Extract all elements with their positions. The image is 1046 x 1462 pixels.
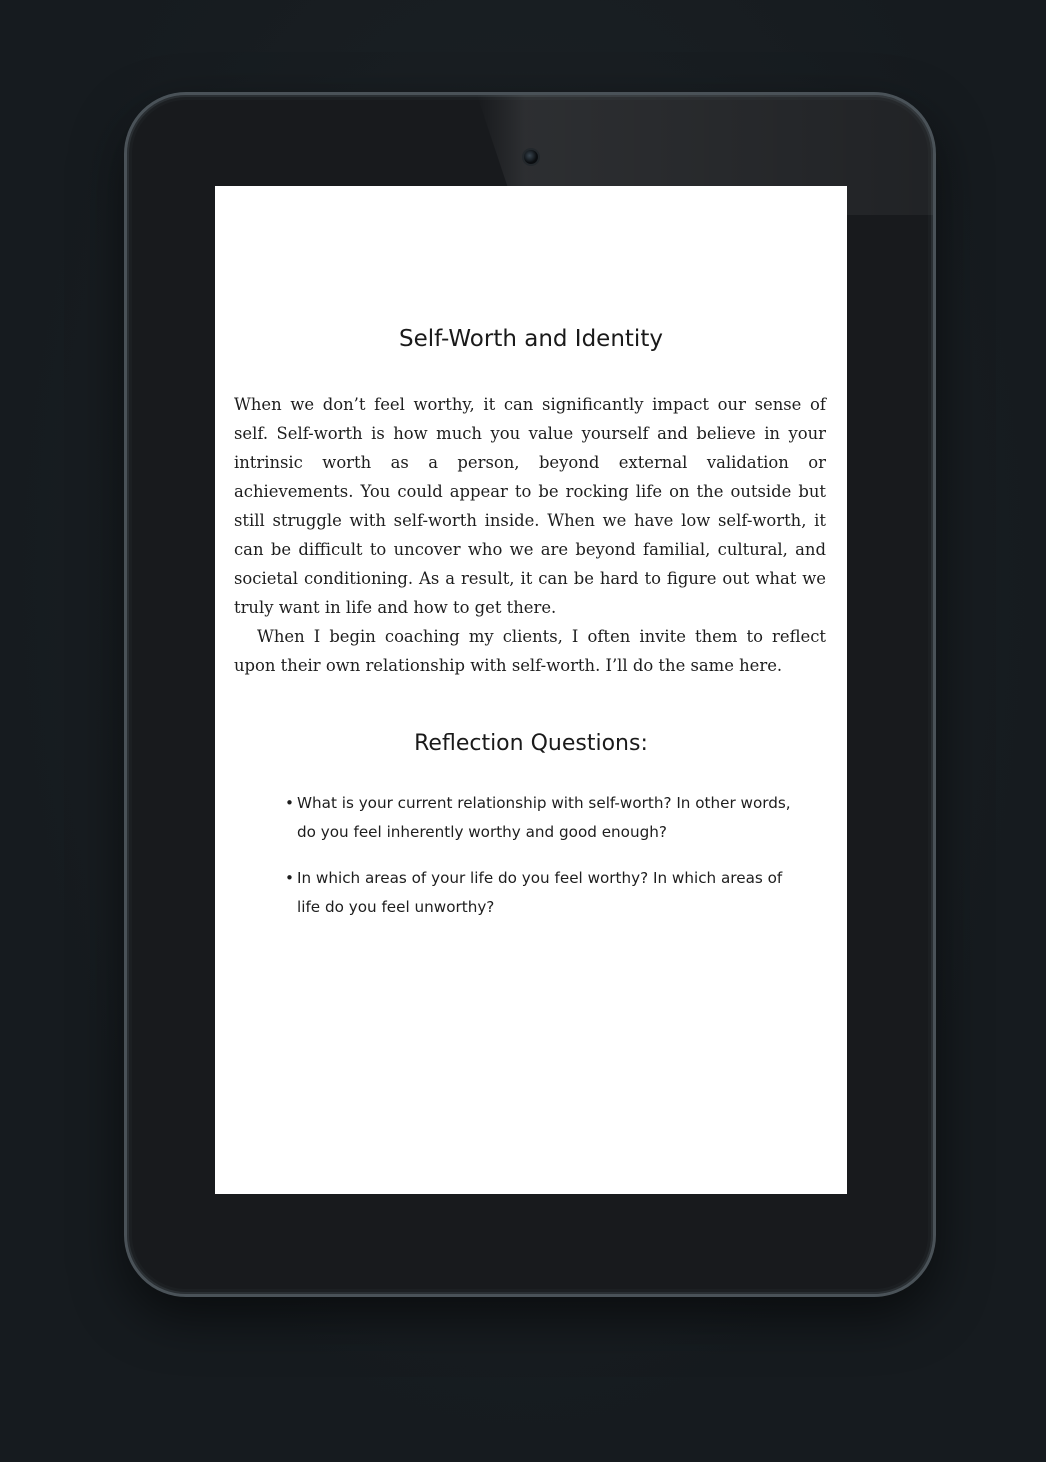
bullet-icon: • bbox=[285, 794, 294, 812]
chapter-title: Self-Worth and Identity bbox=[399, 326, 663, 352]
question-text-2: In which areas of your life do you feel worthy? In which areas of life do you feel unworthy? bbox=[297, 869, 783, 916]
body-paragraph-2: When I begin coaching my clients, I often invite them to reflect upon their own relationship with self-worth. I’ll do the same here. bbox=[234, 627, 826, 675]
ebook-page[interactable] bbox=[215, 186, 847, 1194]
camera-icon bbox=[524, 150, 538, 164]
tablet-device bbox=[124, 92, 936, 1297]
list-item bbox=[285, 864, 805, 922]
question-text-1: What is your current relationship with self-worth? In other words, do you feel inherently worthy and good enough? bbox=[297, 794, 791, 841]
body-paragraph-1: When we don’t feel worthy, it can significantly impact our sense of self. Self-worth is how much you value yourself and believe in your intrinsic worth as a person, beyond external validation or achievements. You could appear to be rocking life on the outside but still struggle with self-worth inside. When we have low self-worth, it can be difficult to uncover who we are beyond familial, cultural, and societal conditioning. As a result, it can be hard to figure out what we truly want in life and how to get there. bbox=[234, 395, 826, 617]
reflection-title: Reflection Questions: bbox=[414, 731, 648, 756]
reflection-questions-list bbox=[285, 789, 805, 939]
chapter-body bbox=[234, 390, 826, 680]
bullet-icon: • bbox=[285, 869, 294, 887]
list-item bbox=[285, 789, 805, 847]
